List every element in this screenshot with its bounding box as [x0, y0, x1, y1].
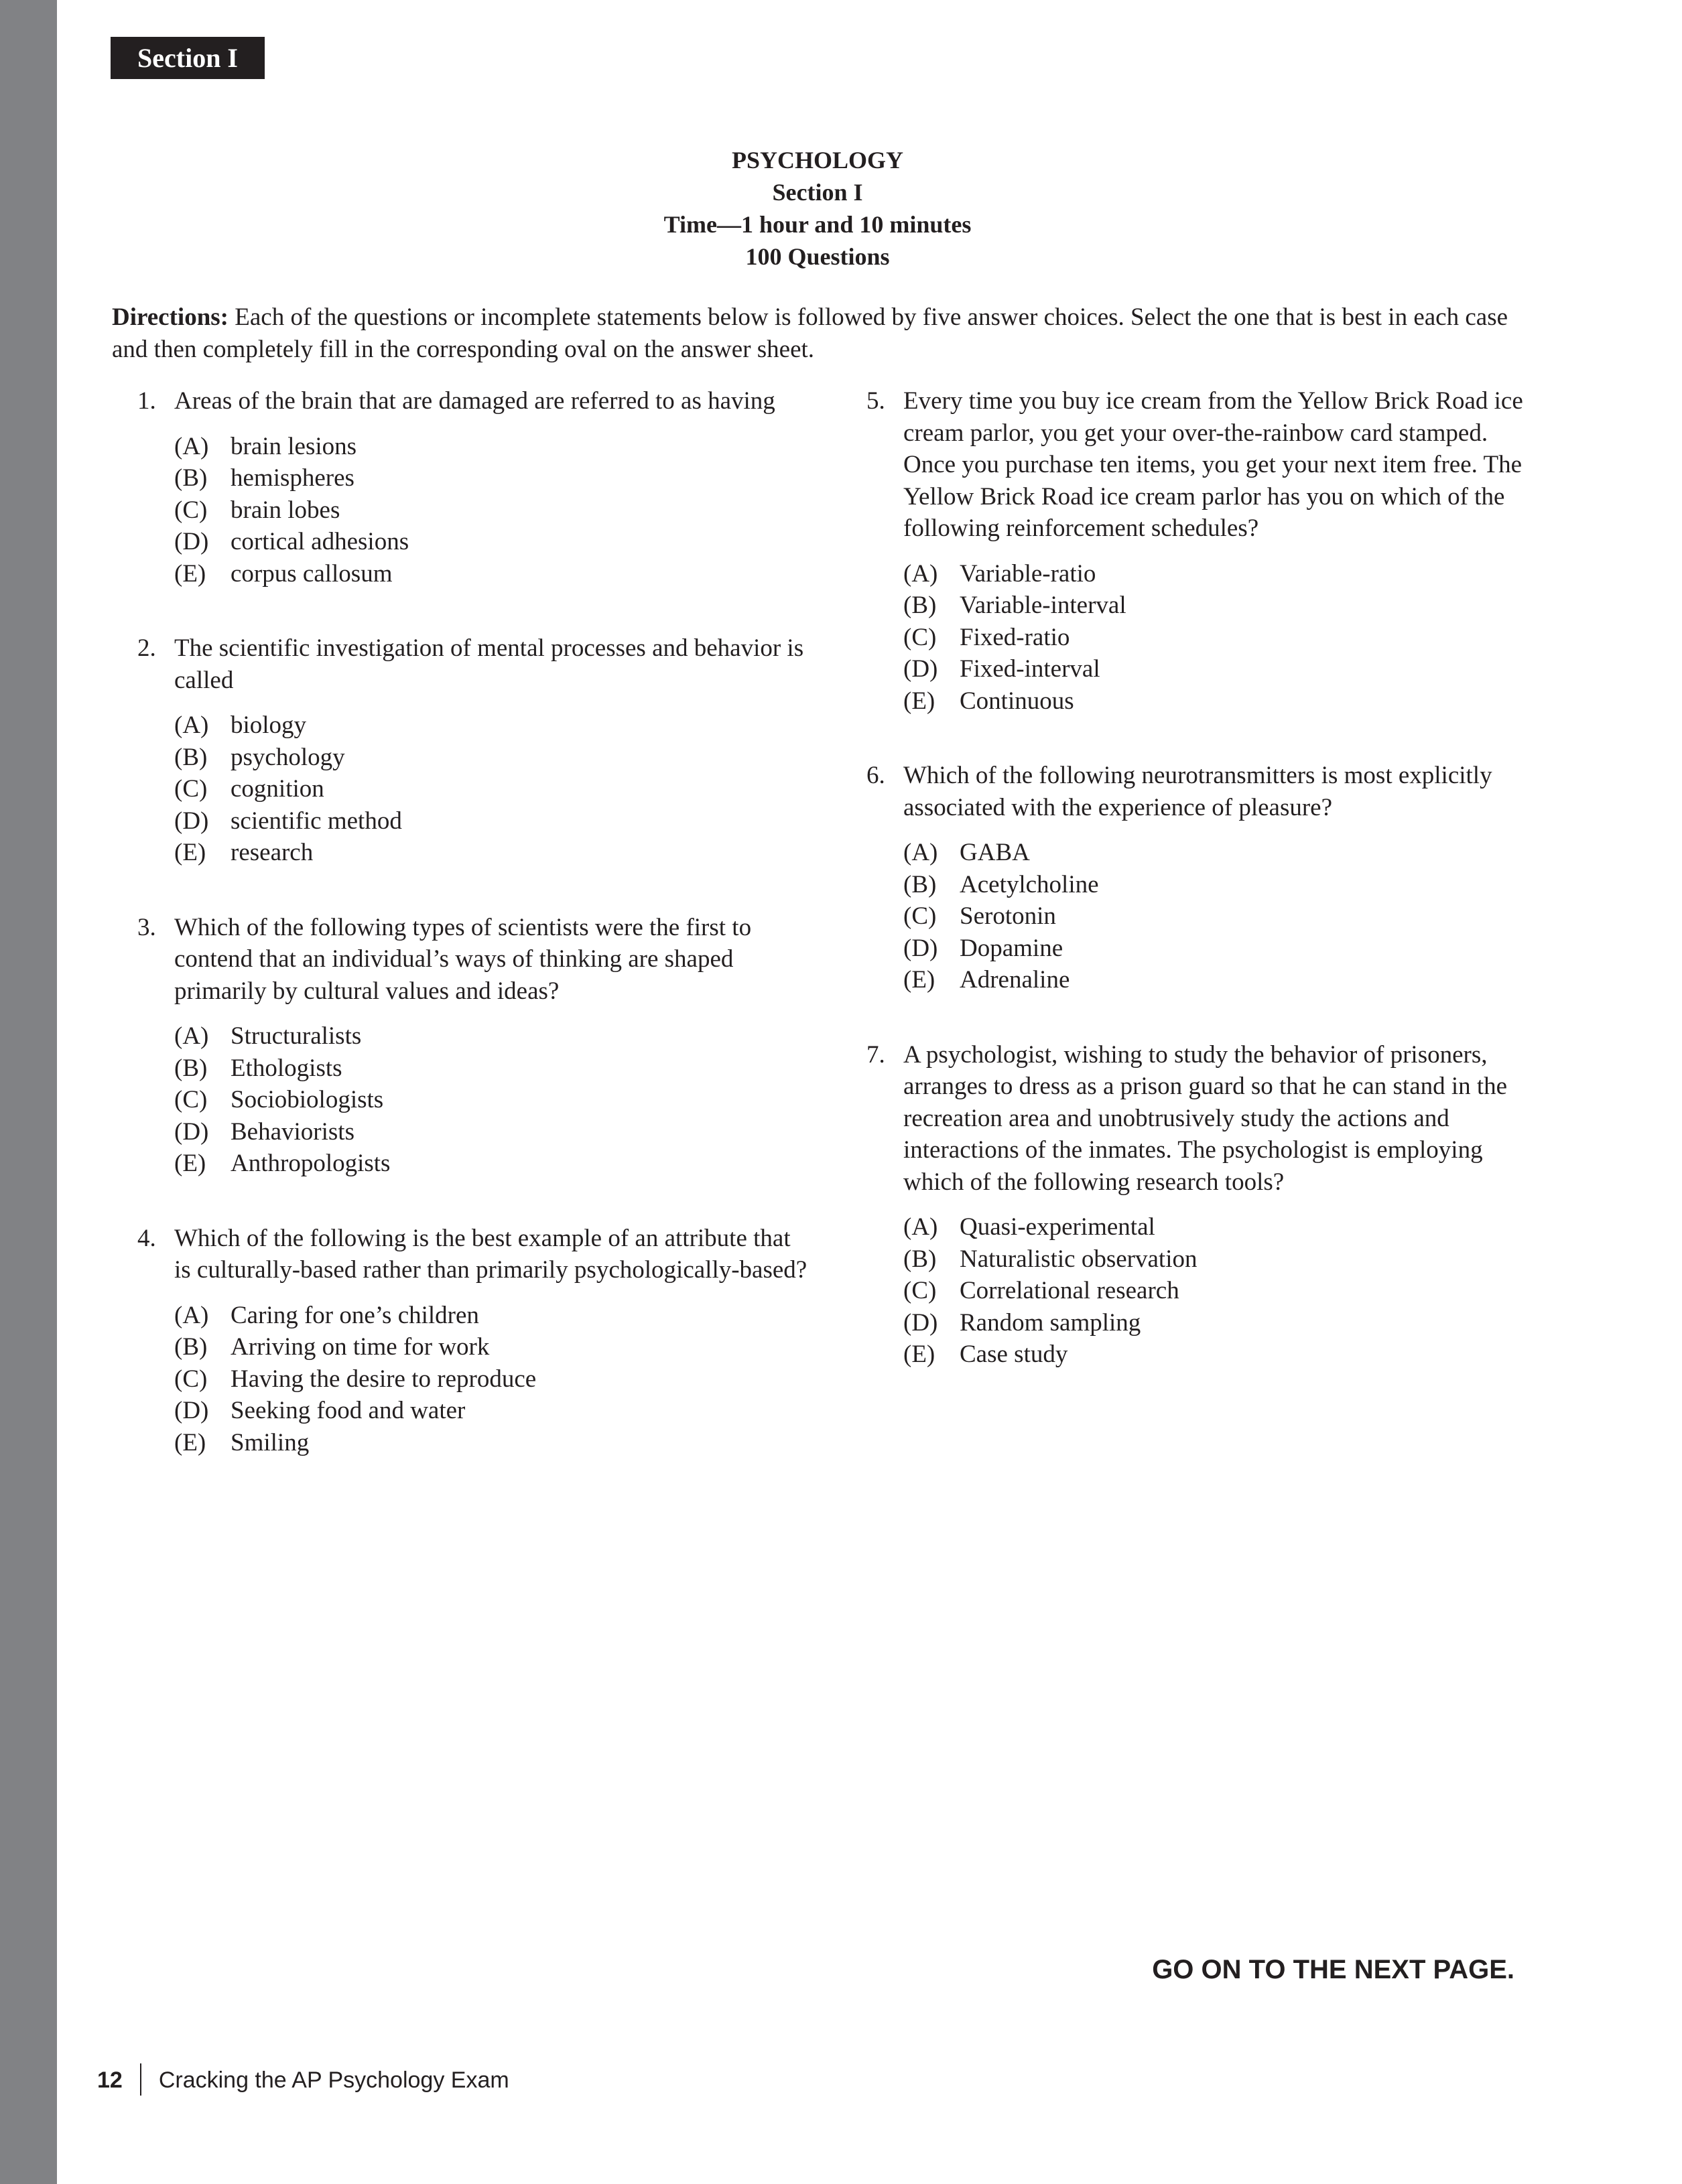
answer-choice	[174, 742, 807, 774]
choice-text: Structuralists	[231, 1022, 362, 1050]
choice-letter: (E)	[174, 559, 206, 588]
choice-text: Sociobiologists	[231, 1086, 384, 1113]
answer-choice	[903, 837, 1537, 869]
choice-letter: (D)	[903, 934, 938, 962]
choice-text: Acetylcholine	[960, 870, 1099, 898]
choice-letter: (D)	[174, 1397, 209, 1424]
choice-letter: (E)	[174, 1428, 206, 1456]
answer-choice	[174, 1300, 807, 1332]
choice-text: brain lobes	[231, 496, 340, 524]
choice-letter: (B)	[903, 1245, 937, 1273]
answer-choice	[903, 1339, 1537, 1371]
choice-letter: (E)	[903, 966, 935, 994]
page-number: 12	[97, 2067, 123, 2093]
subject-title: PSYCHOLOGY	[731, 147, 904, 174]
choice-letter: (B)	[174, 1333, 208, 1361]
directions-label: Directions:	[112, 303, 229, 331]
answer-choice	[174, 805, 807, 837]
answer-choice	[174, 1052, 807, 1085]
answer-choice	[903, 558, 1537, 590]
answer-choice	[903, 1243, 1537, 1276]
question-stem: Which of the following types of scientists were the first to contend that an individual’s ways of thinking are shaped primarily by cultural values and ideas?	[174, 913, 752, 1005]
question-number: 2.	[137, 634, 156, 662]
choice-letter: (D)	[174, 807, 209, 835]
choice-letter: (E)	[174, 839, 206, 866]
choice-letter: (B)	[903, 870, 937, 898]
time-limit: Time—1 hour and 10 minutes	[663, 211, 972, 238]
choice-letter: (D)	[174, 1117, 209, 1146]
question-number: 3.	[137, 913, 156, 941]
choice-text: Fixed-interval	[960, 655, 1100, 683]
choice-text: Arriving on time for work	[231, 1333, 490, 1361]
left-column	[137, 385, 807, 1501]
question-6	[866, 760, 1537, 996]
choice-letter: (E)	[903, 687, 935, 715]
answer-choice	[174, 526, 807, 558]
choice-text: Serotonin	[960, 902, 1056, 930]
choice-text: Having the desire to reproduce	[231, 1365, 537, 1393]
choice-letter: (C)	[174, 775, 208, 803]
exam-header	[0, 144, 1635, 273]
footer-divider	[140, 2063, 141, 2096]
answer-choice	[174, 709, 807, 742]
answer-choice	[903, 590, 1537, 622]
question-number: 5.	[866, 387, 885, 415]
choice-letter: (A)	[903, 1213, 938, 1241]
answer-choice	[174, 558, 807, 590]
choice-text: Smiling	[231, 1428, 310, 1456]
choice-letter: (B)	[174, 743, 208, 771]
choice-text: Continuous	[960, 687, 1074, 715]
question-number: 1.	[137, 387, 156, 415]
answer-choice	[903, 869, 1537, 901]
answer-choice	[174, 1020, 807, 1052]
answer-choice	[903, 685, 1537, 718]
answer-choice	[174, 1331, 807, 1363]
question-stem: A psychologist, wishing to study the behavior of prisoners, arranges to dress as a prison guard so that he can stand in the recreation area and unobtrusively study the actions and interactions of the inmates. The psychologist is employing which of the following research tools?	[903, 1040, 1508, 1196]
choice-text: Fixed-ratio	[960, 623, 1070, 651]
answer-choice	[174, 773, 807, 805]
page-footer	[97, 2063, 509, 2097]
choice-text: Variable-interval	[960, 592, 1126, 619]
question-stem: Which of the following is the best example of an attribute that is culturally-based rather than primarily psychologically-based?	[174, 1224, 807, 1284]
choice-text: Ethologists	[231, 1054, 342, 1082]
choice-text: Adrenaline	[960, 966, 1070, 994]
answer-choice	[903, 933, 1537, 965]
question-count: 100 Questions	[745, 243, 890, 270]
choice-letter: (B)	[174, 1054, 208, 1082]
answer-choice	[903, 1275, 1537, 1307]
question-number: 6.	[866, 762, 885, 789]
choice-text: Anthropologists	[231, 1150, 391, 1177]
directions-text: Each of the questions or incomplete statements below is followed by five answer choices. Select the one that is best in each case and then completely fill in the corresponding oval on the answer sheet.	[112, 303, 1508, 363]
choice-letter: (C)	[174, 1086, 208, 1113]
choice-letter: (D)	[174, 528, 209, 555]
answer-choice	[903, 622, 1537, 654]
choice-text: Variable-ratio	[960, 559, 1096, 588]
choice-text: Random sampling	[960, 1308, 1141, 1337]
choice-text: psychology	[231, 743, 345, 771]
section-tab: Section I	[111, 37, 265, 79]
choice-letter: (D)	[903, 655, 938, 683]
choice-letter: (E)	[903, 1341, 935, 1368]
choice-letter: (A)	[174, 1022, 209, 1050]
choice-text: corpus callosum	[231, 559, 393, 588]
question-stem: Every time you buy ice cream from the Yellow Brick Road ice cream parlor, you get your over-the-rainbow card stamped. Once you purchase ten items, you get your next item free. The Yellow Brick Road ice cream parlor has you on which of the following reinforcement schedules?	[903, 387, 1523, 542]
choice-text: Case study	[960, 1341, 1068, 1368]
question-5	[866, 385, 1537, 717]
choice-text: brain lesions	[231, 432, 357, 460]
choice-text: GABA	[960, 839, 1030, 866]
answer-choice	[174, 1148, 807, 1180]
choice-letter: (A)	[174, 711, 209, 739]
answer-choice	[174, 1427, 807, 1459]
choice-letter: (A)	[174, 432, 209, 460]
choice-letter: (D)	[903, 1308, 938, 1337]
choice-text: Dopamine	[960, 934, 1063, 962]
choice-text: Behaviorists	[231, 1117, 354, 1146]
choice-letter: (A)	[174, 1301, 209, 1329]
answer-choice	[174, 1395, 807, 1427]
question-number: 7.	[866, 1040, 885, 1069]
question-stem: The scientific investigation of mental processes and behavior is called	[174, 634, 804, 694]
choice-text: cortical adhesions	[231, 528, 409, 555]
choice-letter: (C)	[903, 623, 937, 651]
choice-letter: (C)	[903, 1277, 937, 1304]
choice-letter: (A)	[903, 839, 938, 866]
answer-choice	[174, 431, 807, 463]
section-title: Section I	[772, 179, 863, 206]
choice-letter: (B)	[903, 592, 937, 619]
choice-text: Correlational research	[960, 1277, 1179, 1304]
question-3	[137, 912, 807, 1180]
question-1	[137, 385, 807, 590]
answer-choice	[174, 1084, 807, 1116]
choice-text: biology	[231, 711, 307, 739]
choice-letter: (C)	[903, 902, 937, 930]
question-stem: Which of the following neurotransmitters is most explicitly associated with the experience of pleasure?	[903, 762, 1492, 821]
left-margin-bar	[0, 0, 57, 2184]
question-number: 4.	[137, 1224, 156, 1252]
answer-choice	[174, 1116, 807, 1148]
answer-choice	[903, 900, 1537, 933]
question-4	[137, 1223, 807, 1459]
answer-choice	[174, 462, 807, 494]
choice-text: scientific method	[231, 807, 402, 835]
choice-text: Seeking food and water	[231, 1397, 466, 1424]
directions	[112, 301, 1519, 366]
choice-letter: (A)	[903, 559, 938, 588]
question-7	[866, 1039, 1537, 1371]
right-column	[866, 385, 1537, 1414]
question-stem: Areas of the brain that are damaged are referred to as having	[174, 387, 775, 415]
answer-choice	[903, 1211, 1537, 1243]
choice-letter: (C)	[174, 496, 208, 524]
choice-text: Naturalistic observation	[960, 1245, 1198, 1273]
choice-letter: (B)	[174, 464, 208, 492]
choice-letter: (C)	[174, 1365, 208, 1393]
choice-text: research	[231, 839, 314, 866]
choice-text: cognition	[231, 775, 324, 803]
answer-choice	[174, 837, 807, 869]
answer-choice	[903, 653, 1537, 685]
choice-text: hemispheres	[231, 464, 354, 492]
question-2	[137, 632, 807, 869]
answer-choice	[903, 1307, 1537, 1339]
choice-text: Caring for one’s children	[231, 1301, 479, 1329]
choice-text: Quasi-experimental	[960, 1213, 1155, 1241]
answer-choice	[174, 494, 807, 527]
book-title: Cracking the AP Psychology Exam	[158, 2067, 509, 2093]
choice-letter: (E)	[174, 1150, 206, 1177]
go-on-notice: GO ON TO THE NEXT PAGE.	[1152, 1955, 1514, 1984]
answer-choice	[903, 964, 1537, 996]
answer-choice	[174, 1363, 807, 1395]
